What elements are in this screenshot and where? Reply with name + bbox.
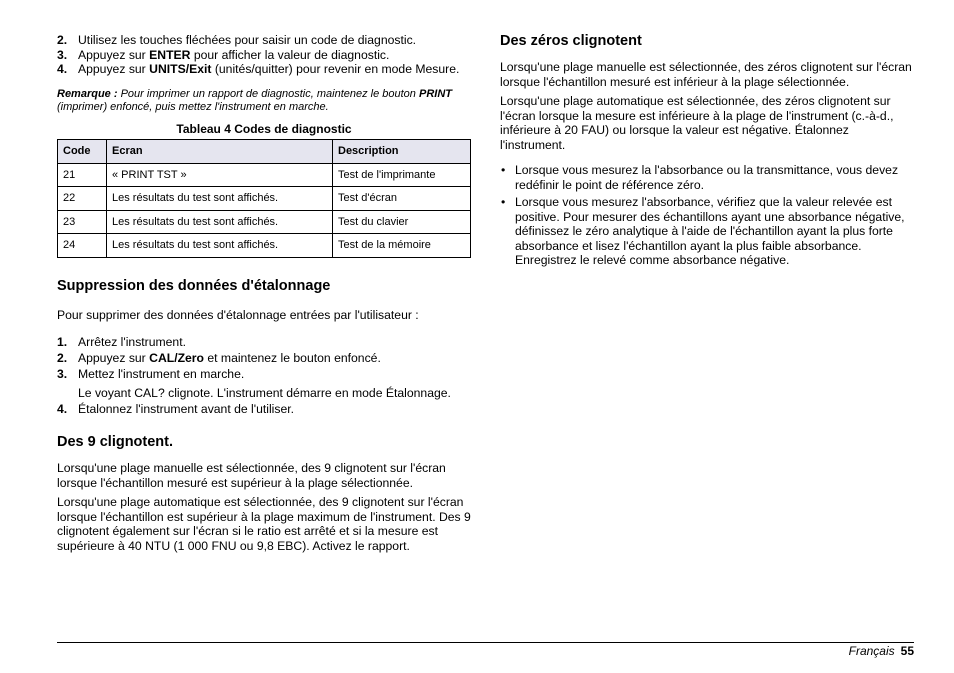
left-column	[57, 33, 471, 553]
step-number: 3.	[57, 47, 68, 62]
step-item	[57, 402, 471, 417]
footer-divider	[57, 642, 914, 643]
paragraph: Lorsqu'une plage automatique est sélectionnée, des 9 clignotent sur l'écran lorsque l'échantillon est supérieur à la plage maximum de l'instrument. Des 9 clignotent également sur l'écran si le ratio est arrêté et si la mesure est supérieure à 40 NTU (1 000 FNU ou 9,8 EBC). Activez le rapport.	[57, 495, 471, 553]
table-row	[58, 210, 471, 234]
table-cell: 21	[58, 163, 107, 187]
step-text: Arrêtez l'instrument.	[78, 335, 186, 349]
step-item	[57, 62, 471, 77]
table-row	[58, 234, 471, 258]
key-name: ENTER	[149, 47, 191, 62]
table-cell: 24	[58, 234, 107, 258]
step-text: Utilisez les touches fléchées pour saisir un code de diagnostic.	[78, 33, 417, 47]
table-cell: 23	[58, 210, 107, 234]
note-label: Remarque :	[57, 87, 118, 100]
table-cell: Les résultats du test sont affichés.	[107, 210, 333, 234]
step-text: (unités/quitter) pour revenir en mode Mesure.	[211, 62, 460, 76]
column-header-screen: Ecran	[107, 140, 333, 164]
step-item	[57, 48, 471, 63]
note-text: (imprimer) enfoncé, puis mettez l'instrument en marche.	[57, 100, 329, 113]
calibration-steps	[57, 335, 471, 416]
step-text: pour afficher la valeur de diagnostic.	[190, 47, 390, 62]
table-caption: Tableau 4 Codes de diagnostic	[176, 121, 352, 136]
table-cell: Test de l'imprimante	[333, 163, 471, 187]
page-footer	[849, 644, 914, 659]
section-heading-calibration: Suppression des données d'étalonnage	[57, 277, 331, 294]
note-text: Pour imprimer un rapport de diagnostic, maintenez le bouton	[117, 87, 419, 100]
diagnostic-steps	[57, 33, 471, 77]
column-header-description: Description	[333, 140, 471, 164]
diagnostic-codes-table	[57, 139, 471, 258]
table-header-row	[58, 140, 471, 164]
table-cell: Test du clavier	[333, 210, 471, 234]
paragraph: Lorsqu'une plage manuelle est sélectionnée, des 9 clignotent sur l'écran lorsque l'échantillon mesuré est supérieur à la plage sélectionnée.	[57, 461, 446, 490]
step-number: 4.	[57, 62, 68, 76]
table-row	[58, 163, 471, 187]
step-number: 2.	[57, 33, 68, 47]
table-cell: Test de la mémoire	[333, 234, 471, 258]
step-number: 2.	[57, 351, 68, 365]
page-number: 55	[900, 644, 914, 658]
step-text: Appuyez sur	[78, 351, 150, 365]
column-header-code: Code	[58, 140, 107, 164]
section-heading-zeros: Des zéros clignotent	[500, 33, 642, 49]
step-text: Mettez l'instrument en marche.	[78, 367, 245, 381]
section-heading-nines: Des 9 clignotent.	[57, 434, 174, 450]
list-item: • Lorsque vous mesurez la l'absorbance ou la transmittance, vous devez redéfinir le point de référence zéro.	[500, 163, 914, 192]
table-cell: Les résultats du test sont affichés.	[107, 234, 333, 258]
step-item	[57, 351, 471, 366]
table-cell: Test d'écran	[333, 187, 471, 211]
note	[57, 88, 471, 114]
step-text: Appuyez sur	[78, 62, 150, 76]
key-name: UNITS/Exit	[149, 62, 212, 76]
key-name: CAL/Zero	[149, 351, 204, 365]
key-name: PRINT	[418, 87, 452, 100]
table-cell: « PRINT TST »	[107, 163, 333, 187]
footer-language: Français	[848, 644, 895, 658]
table-row	[58, 187, 471, 211]
step-item	[57, 367, 471, 400]
step-item	[57, 335, 471, 350]
step-number: 3.	[57, 367, 68, 381]
step-text: et maintenez le bouton enfoncé.	[203, 351, 381, 365]
right-column	[500, 33, 914, 271]
step-text: Étalonnez l'instrument avant de l'utiliser.	[78, 401, 295, 416]
step-number: 1.	[57, 335, 68, 349]
bullet-list	[500, 163, 914, 268]
paragraph: Lorsqu'une plage automatique est sélectionnée, des zéros clignotent sur l'écran lorsque la mesure est inférieure à la plage de l'instrument (c.-à-d., inférieure à 20 FAU) ou lorsque la valeur est négative. Étalonnez l'instrument.	[500, 94, 894, 152]
list-item: • Lorsque vous mesurez l'absorbance, vérifiez que la valeur relevée est positive. Pour mesurer des échantillons ayant une absorbance négative, définissez le zéro analytique à l'aide de l'échantillon ayant la plus forte absorbance et lisez l'échantillon ayant la plus faible absorbance. Enregistrez le relevé comme absorbance négative.	[500, 195, 914, 268]
step-substep: Le voyant CAL? clignote. L'instrument démarre en mode Étalonnage.	[78, 385, 451, 400]
paragraph: Lorsqu'une plage manuelle est sélectionnée, des zéros clignotent sur l'écran lorsque l'échantillon mesuré est inférieur à la plage sélectionnée.	[500, 60, 912, 89]
step-text: Appuyez sur	[78, 47, 150, 62]
table-cell: Les résultats du test sont affichés.	[107, 187, 333, 211]
step-number: 4.	[57, 401, 68, 416]
step-item	[57, 33, 471, 48]
table-cell: 22	[58, 187, 107, 211]
calibration-intro: Pour supprimer des données d'étalonnage entrées par l'utilisateur :	[57, 307, 419, 322]
